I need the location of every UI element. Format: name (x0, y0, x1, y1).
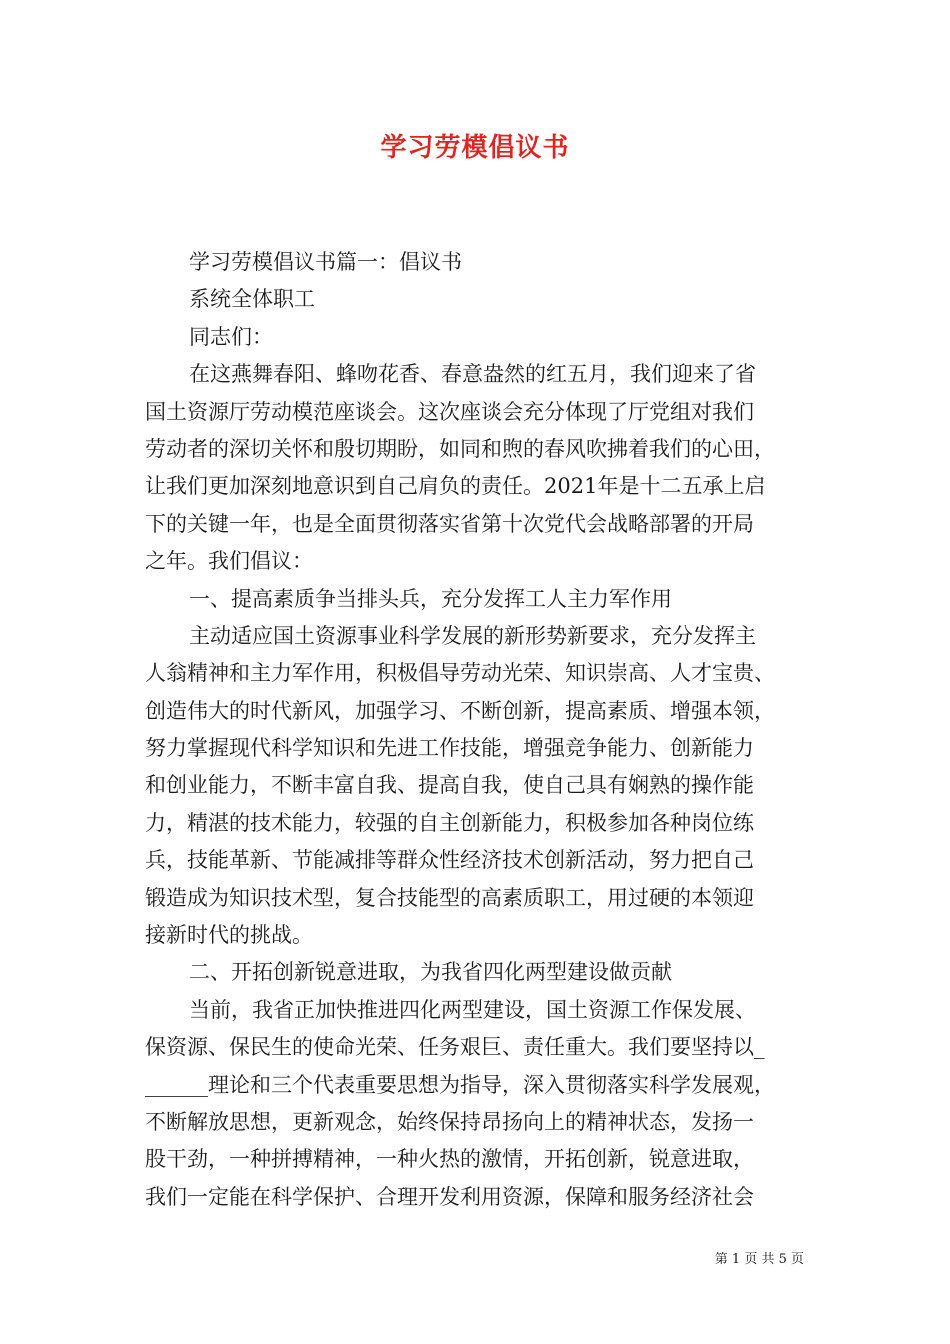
body-line: ______理论和三个代表重要思想为指导，深入贯彻落实科学发展观， (145, 1072, 775, 1097)
body-line: 当前，我省正加快推进四化两型建设，国土资源工作保发展、 (189, 997, 756, 1022)
body-line: 一、提高素质争当排头兵，充分发挥工人主力军作用 (189, 586, 672, 611)
page-number-footer: 第 1 页 共 5 页 (714, 1252, 804, 1267)
body-line: 之年。我们倡议： (145, 549, 313, 574)
body-line: 兵，技能革新、节能减排等群众性经济技术创新活动，努力把自己 (145, 848, 754, 873)
body-line: 在这燕舞春阳、蜂吻花香、春意盎然的红五月，我们迎来了省 (189, 362, 756, 387)
body-line: 创造伟大的时代新风，加强学习、不断创新，提高素质、增强本领， (145, 698, 775, 723)
body-line: 下的关键一年，也是全面贯彻落实省第十次党代会战略部署的开局 (145, 511, 754, 536)
body-line: 二、开拓创新锐意进取，为我省四化两型建设做贡献 (189, 960, 672, 985)
document-body (145, 244, 815, 1216)
body-line: 努力掌握现代科学知识和先进工作技能，增强竞争能力、创新能力 (145, 736, 754, 761)
body-line: 保资源、保民生的使命光荣、任务艰巨、责任重大。我们要坚持以_ (145, 1035, 765, 1060)
body-line: 学习劳模倡议书篇一：倡议书 (189, 250, 462, 274)
body-line: 力，精湛的技术能力，较强的自主创新能力，积极参加各种岗位练 (145, 810, 754, 835)
body-line: 国土资源厅劳动模范座谈会。这次座谈会充分体现了厅党组对我们 (145, 399, 754, 424)
body-line: 同志们： (189, 324, 273, 349)
body-line: 股干劲，一种拼搏精神，一种火热的激情，开拓创新，锐意进取， (145, 1147, 754, 1172)
body-line: 主动适应国土资源事业科学发展的新形势新要求，充分发挥主 (189, 623, 756, 648)
body-line: 让我们更加深刻地意识到自己肩负的责任。2021年是十二五承上启 (145, 474, 766, 499)
body-line: 系统全体职工 (189, 287, 315, 312)
body-line: 劳动者的深切关怀和殷切期盼，如同和煦的春风吹拂着我们的心田， (145, 436, 775, 461)
body-line: 人翁精神和主力军作用，积极倡导劳动光荣、知识崇高、人才宝贵、 (145, 661, 775, 686)
body-line: 和创业能力，不断丰富自我、提高自我，使自己具有娴熟的操作能 (145, 773, 754, 798)
body-line: 接新时代的挑战。 (145, 923, 313, 948)
document-title: 学习劳模倡议书 (380, 133, 570, 163)
body-line: 锻造成为知识技术型，复合技能型的高素质职工，用过硬的本领迎 (145, 885, 754, 910)
body-line: 不断解放思想，更新观念，始终保持昂扬向上的精神状态，发扬一 (145, 1109, 754, 1134)
body-line: 我们一定能在科学保护、合理开发利用资源，保障和服务经济社会 (145, 1184, 754, 1209)
